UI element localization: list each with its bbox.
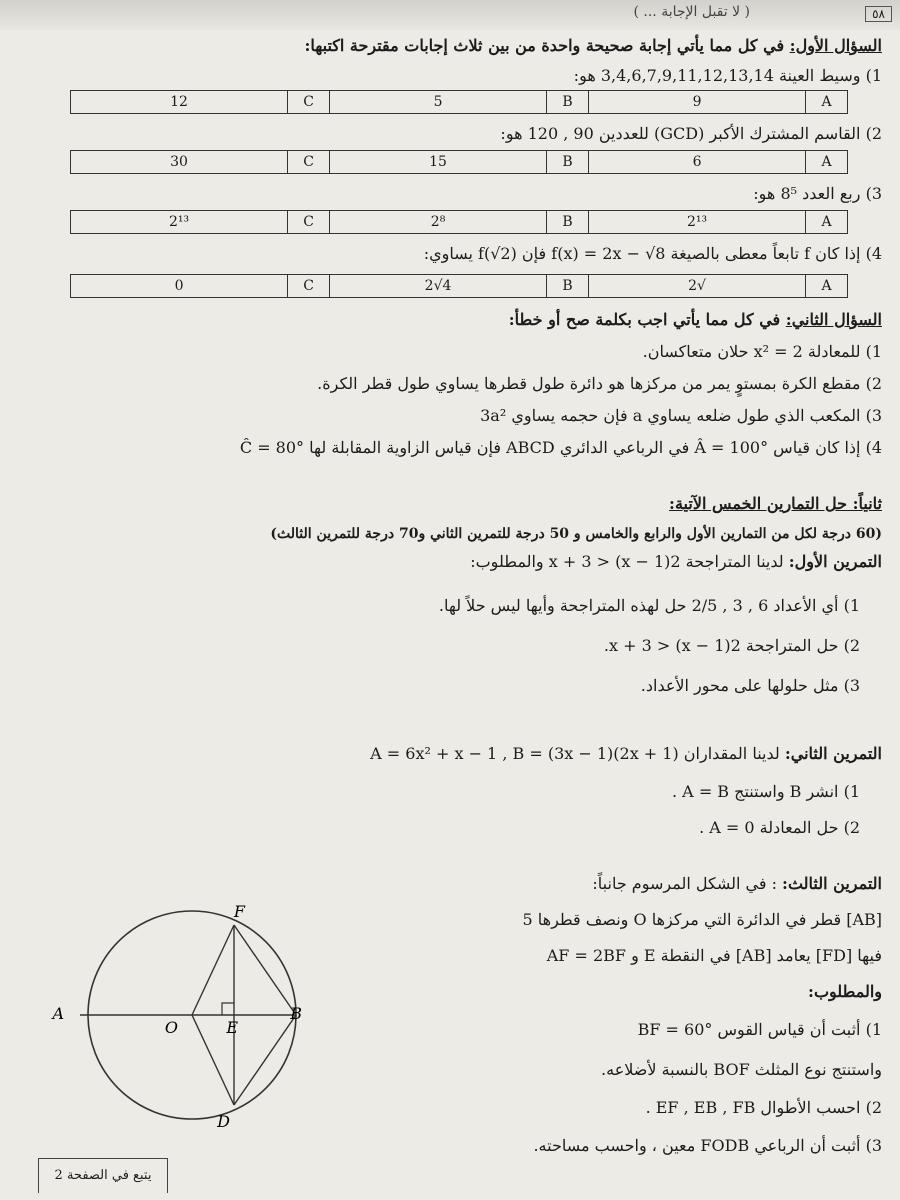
q1-item-2-options bbox=[70, 150, 848, 174]
option-b: 15 bbox=[330, 151, 547, 174]
point-label-f: F bbox=[233, 902, 245, 921]
right-angle-mark bbox=[222, 1003, 234, 1015]
option-label-b: B bbox=[547, 91, 589, 114]
option-a: √2 bbox=[589, 275, 806, 298]
ex1-item-3: 3) مثل حلولها على محور الأعداد. bbox=[640, 676, 860, 695]
geometry-figure bbox=[40, 895, 340, 1145]
option-label-c: C bbox=[288, 211, 330, 234]
page-badge: ٥٨ bbox=[865, 6, 892, 22]
ex2-item-1: 1) انشر B واستنتج A = B . bbox=[672, 782, 860, 801]
ex3-title: التمرين الثالث: bbox=[782, 874, 882, 893]
q1-item-1-prompt: 1) وسيط العينة 3,4,6,7,9,11,12,13,14 هو: bbox=[573, 66, 882, 85]
ex1-item-2: 2) حل المتراجحة 2(x − 1) < x + 3. bbox=[603, 636, 860, 655]
option-c: 0 bbox=[71, 275, 288, 298]
ex3-line-6: 2) احسب الأطوال EF , EB , FB . bbox=[645, 1098, 882, 1117]
q1-item-3-options bbox=[70, 210, 848, 234]
ex3-heading bbox=[30, 874, 882, 894]
q1-item-4-options bbox=[70, 274, 848, 298]
option-label-a: A bbox=[806, 151, 848, 174]
option-c: 2¹³ bbox=[71, 211, 288, 234]
option-label-a: A bbox=[806, 211, 848, 234]
q2-heading bbox=[30, 310, 882, 330]
point-label-d: D bbox=[217, 1112, 230, 1131]
ex3-line-1: [AB] قطر في الدائرة التي مركزها O ونصف قطرها 5 bbox=[522, 910, 882, 929]
option-c: 12 bbox=[71, 91, 288, 114]
q2-item-2: 2) مقطع الكرة بمستوٍ يمر من مركزها هو دائرة طول قطرها يساوي طول قطر الكرة. bbox=[317, 374, 882, 393]
q2-item-3: 3) المكعب الذي طول ضلعه يساوي a فإن حجمه يساوي 3a² bbox=[480, 406, 882, 425]
q1-title: السؤال الأول: bbox=[789, 36, 882, 55]
q1-item-4-prompt: 4) إذا كان f تابعاً معطى بالصيغة f(x) = 2x − √8 فإن f(√2) يساوي: bbox=[423, 244, 882, 263]
ex2-item-2: 2) حل المعادلة A = 0 . bbox=[699, 818, 860, 837]
q1-item-3-prompt: 3) ربع العدد 8⁵ هو: bbox=[753, 184, 882, 203]
q1-title-rest: في كل مما يأتي إجابة صحيحة واحدة من بين ثلاث إجابات مقترحة اكتبها: bbox=[304, 36, 790, 55]
part2-title: ثانياً: حل التمارين الخمس الآتية: bbox=[669, 494, 882, 513]
ex2-heading bbox=[30, 744, 882, 764]
option-label-b: B bbox=[547, 211, 589, 234]
ex1-title: التمرين الأول: bbox=[788, 552, 882, 571]
ex3-line-7: 3) أثبت أن الرباعي FODB معين ، واحسب مساحته. bbox=[533, 1136, 882, 1155]
option-label-c: C bbox=[288, 91, 330, 114]
option-b: 4√2 bbox=[330, 275, 547, 298]
point-label-a: A bbox=[52, 1004, 64, 1023]
option-a: 9 bbox=[589, 91, 806, 114]
part2-marks: (60 درجة لكل من التمارين الأول والرابع والخامس و 50 درجة للتمرين الثاني و70 درجة للتمرين الثالث) bbox=[270, 526, 882, 542]
ex3-line-2: فيها [FD] يعامد [AB] في النقطة E و AF = 2BF bbox=[546, 946, 882, 965]
option-b: 2⁸ bbox=[330, 211, 547, 234]
ex3-line-4: 1) أثبت أن قياس القوس BF = 60° bbox=[637, 1020, 882, 1039]
ex3-line-3: والمطلوب: bbox=[808, 982, 882, 1001]
segment-of bbox=[192, 925, 234, 1015]
segment-db bbox=[234, 1015, 296, 1105]
q2-item-1: 1) للمعادلة x² = 2 حلان متعاكسان. bbox=[642, 342, 882, 361]
segment-fb bbox=[234, 925, 296, 1015]
ex1-heading bbox=[30, 552, 882, 572]
ex3-intro: : في الشكل المرسوم جانباً: bbox=[592, 874, 783, 893]
ex3-line-5: واستنتج نوع المثلث BOF بالنسبة لأضلاعه. bbox=[601, 1060, 882, 1079]
option-a: 2¹³ bbox=[589, 211, 806, 234]
top-strip bbox=[0, 0, 900, 30]
option-label-b: B bbox=[547, 151, 589, 174]
q2-title: السؤال الثاني: bbox=[785, 310, 882, 329]
ex1-item-1: 1) أي الأعداد 6 , 3 , 2/5 حل لهذه المتراجحة وأيها ليس حلاً لها. bbox=[438, 596, 860, 615]
option-label-a: A bbox=[806, 275, 848, 298]
option-b: 5 bbox=[330, 91, 547, 114]
point-label-e: E bbox=[226, 1018, 238, 1037]
ex2-title: التمرين الثاني: bbox=[784, 744, 882, 763]
point-label-o: O bbox=[164, 1018, 178, 1037]
q1-item-1-options bbox=[70, 90, 848, 114]
ex2-intro: لدينا المقداران A = 6x² + x − 1 , B = (3x − 1)(2x + 1) bbox=[370, 744, 785, 763]
q2-title-rest: في كل مما يأتي اجب بكلمة صح أو خطأ: bbox=[508, 310, 786, 329]
option-label-c: C bbox=[288, 151, 330, 174]
q1-heading bbox=[30, 36, 882, 56]
continue-note: يتبع في الصفحة 2 bbox=[38, 1158, 168, 1193]
point-label-b: B bbox=[290, 1004, 302, 1023]
q2-item-4: 4) إذا كان قياس Â = 100° في الرباعي الدائري ABCD فإن قياس الزاوية المقابلة لها Ĉ = 80° bbox=[239, 438, 882, 457]
option-label-c: C bbox=[288, 275, 330, 298]
q1-item-2-prompt: 2) القاسم المشترك الأكبر (GCD) للعددين 90 , 120 هو: bbox=[500, 124, 882, 143]
top-text: ( لا تقبل الإجابة ... ) bbox=[633, 4, 750, 20]
option-label-b: B bbox=[547, 275, 589, 298]
option-c: 30 bbox=[71, 151, 288, 174]
ex1-intro: لدينا المتراجحة 2(x − 1) < x + 3 والمطلوب: bbox=[470, 552, 789, 571]
option-a: 6 bbox=[589, 151, 806, 174]
option-label-a: A bbox=[806, 91, 848, 114]
